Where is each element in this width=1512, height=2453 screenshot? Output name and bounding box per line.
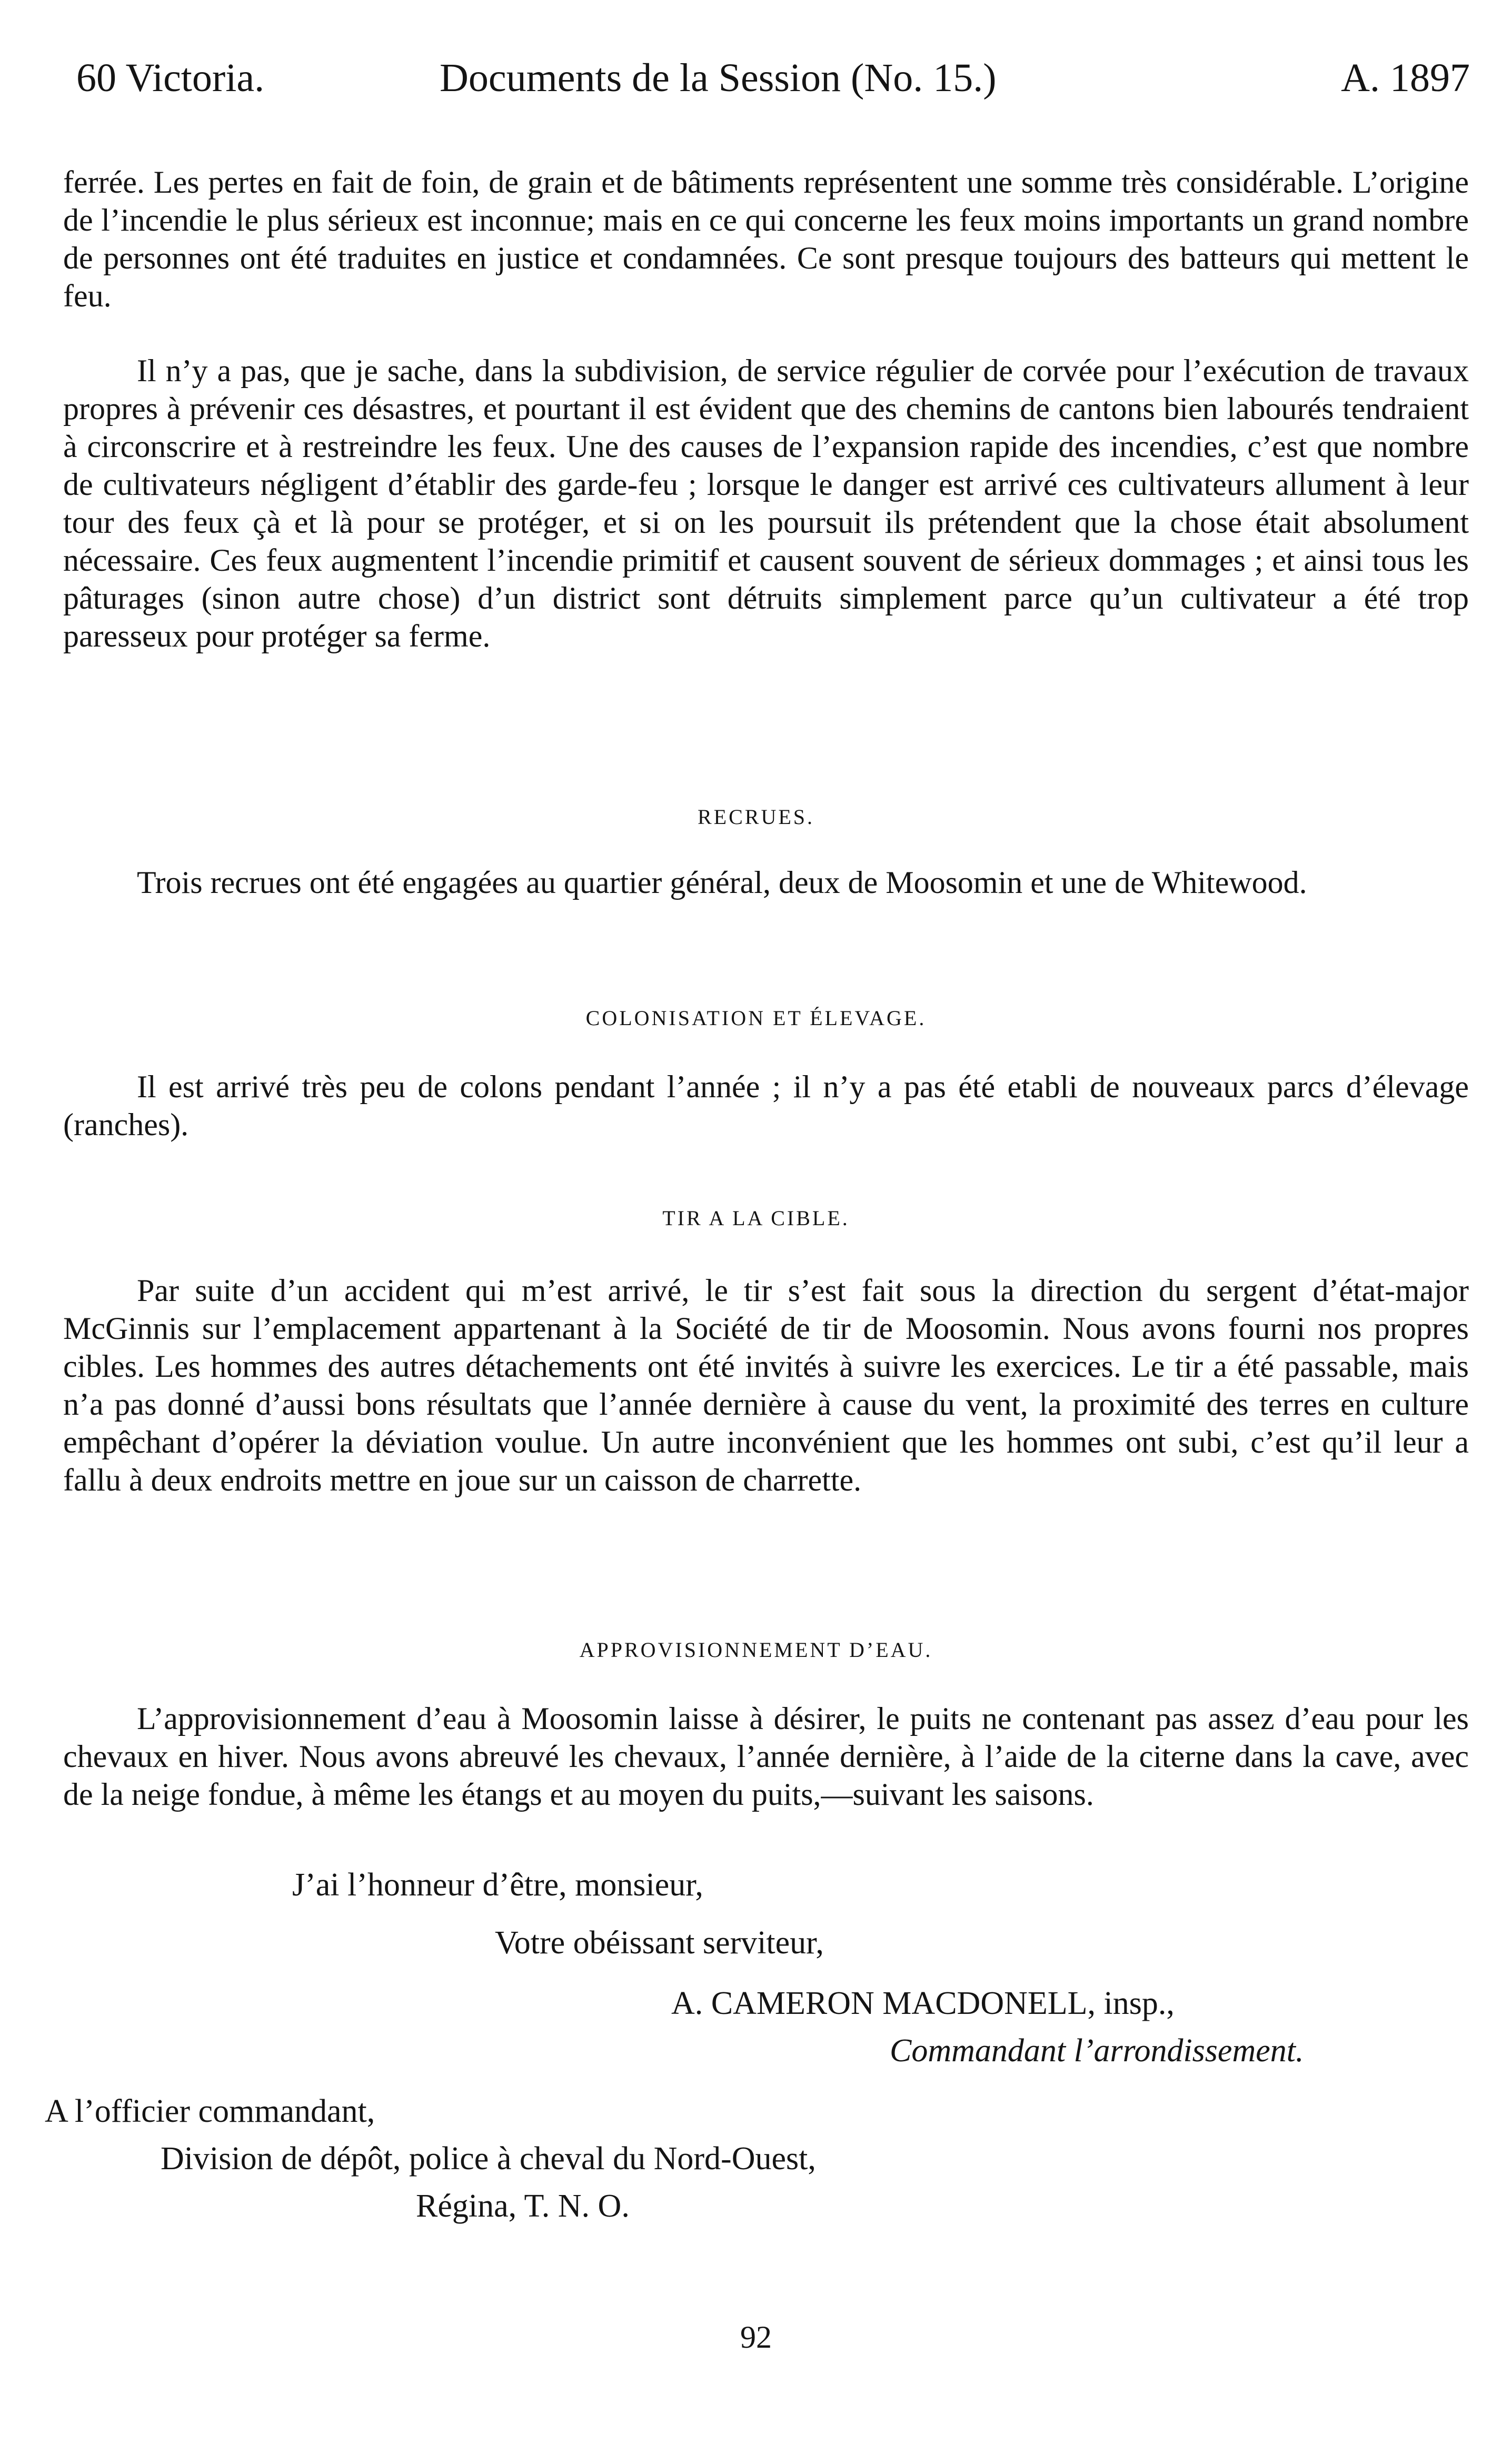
- signature-name: A. CAMERON MACDONELL, insp.,: [671, 1985, 1175, 2021]
- header-title: Documents de la Session (No. 15.): [440, 56, 997, 100]
- page-number: 92: [740, 2320, 772, 2355]
- section-heading-colonisation: COLONISATION ET ÉLEVAGE.: [585, 1006, 927, 1030]
- signature-title: Commandant l’arrondissement.: [890, 2033, 1304, 2069]
- address-location: Régina, T. N. O.: [416, 2188, 630, 2224]
- section-heading-recrues: RECRUES.: [697, 805, 815, 829]
- paragraph-fires-losses: ferrée. Les pertes en fait de foin, de grain et de bâtiments représentent une somme très considérable. L’origine de l’incendie le plus sérieux est inconnue; mais en ce qui concerne les feux moins importants un grand nombre de personnes ont été traduites en justice et condamnées. Ce sont presque toujours des batteurs qui mettent le feu.: [63, 165, 1469, 313]
- address-division: Division de dépôt, police à cheval du Nord-Ouest,: [161, 2141, 816, 2177]
- paragraph-colonisation: Il est arrivé très peu de colons pendant l’année ; il n’y a pas été etabli de nouveaux parcs d’élevage (ranches).: [63, 1069, 1469, 1142]
- paragraph-fire-prevention: Il n’y a pas, que je sache, dans la subdivision, de service régulier de corvée pour l’exécution de travaux propres à prévenir ces désastres, et pourtant il est évident que des chemins de cantons bien labourés tendraient à circonscrire et à restreindre les feux. Une des causes de l’expansion rapide des incendies, c’est que nombre de cultivateurs négligent d’établir des garde-feu ; lorsque le danger est arrivé ces cultivateurs allument à leur tour des feux çà et là pour se protéger, et si on les poursuit ils prétendent que la chose était absolument nécessaire. Ces feux augmentent l’incendie primitif et causent souvent de sérieux dommages ; et ainsi tous les pâturages (sinon autre chose) d’un district sont détruits simplement parce qu’un cultivateur a été trop paresseux pour protéger sa ferme.: [63, 353, 1469, 653]
- header-year: A. 1897: [1341, 56, 1470, 100]
- paragraph-recrues: Trois recrues ont été engagées au quartier général, deux de Moosomin et une de Whitewood.: [137, 865, 1307, 900]
- closing-salutation: J’ai l’honneur d’être, monsieur,: [292, 1867, 703, 1903]
- closing-servant: Votre obéissant serviteur,: [495, 1925, 824, 1961]
- paragraph-tir: Par suite d’un accident qui m’est arrivé, le tir s’est fait sous la direction du sergent d’état-major McGinnis sur l’emplacement appartenant à la Société de tir de Moosomin. Nous avons fourni nos propres cibles. Les hommes des autres détachements ont été invités à suivre les exercices. Le tir a été passable, mais n’a pas donné d’aussi bons résultats que l’année dernière à cause du vent, la proximité des terres en culture empêchant d’opérer la déviation voulue. Un autre inconvénient que les hommes ont subi, c’est qu’il leur a fallu à deux endroits mettre en joue sur un caisson de charrette.: [63, 1273, 1469, 1497]
- section-heading-eau: APPROVISIONNEMENT D’EAU.: [579, 1638, 933, 1662]
- section-heading-tir: TIR A LA CIBLE.: [662, 1206, 850, 1230]
- address-recipient: A l’officier commandant,: [45, 2093, 375, 2129]
- page-header: [76, 55, 1470, 118]
- paragraph-eau: L’approvisionnement d’eau à Moosomin laisse à désirer, le puits ne contenant pas assez d’eau pour les chevaux en hiver. Nous avons abreuvé les chevaux, l’année dernière, à l’aide de la citerne dans la cave, avec de la neige fondue, à même les étangs et au moyen du puits,—suivant les saisons.: [63, 1701, 1469, 1812]
- header-session: 60 Victoria.: [76, 56, 265, 100]
